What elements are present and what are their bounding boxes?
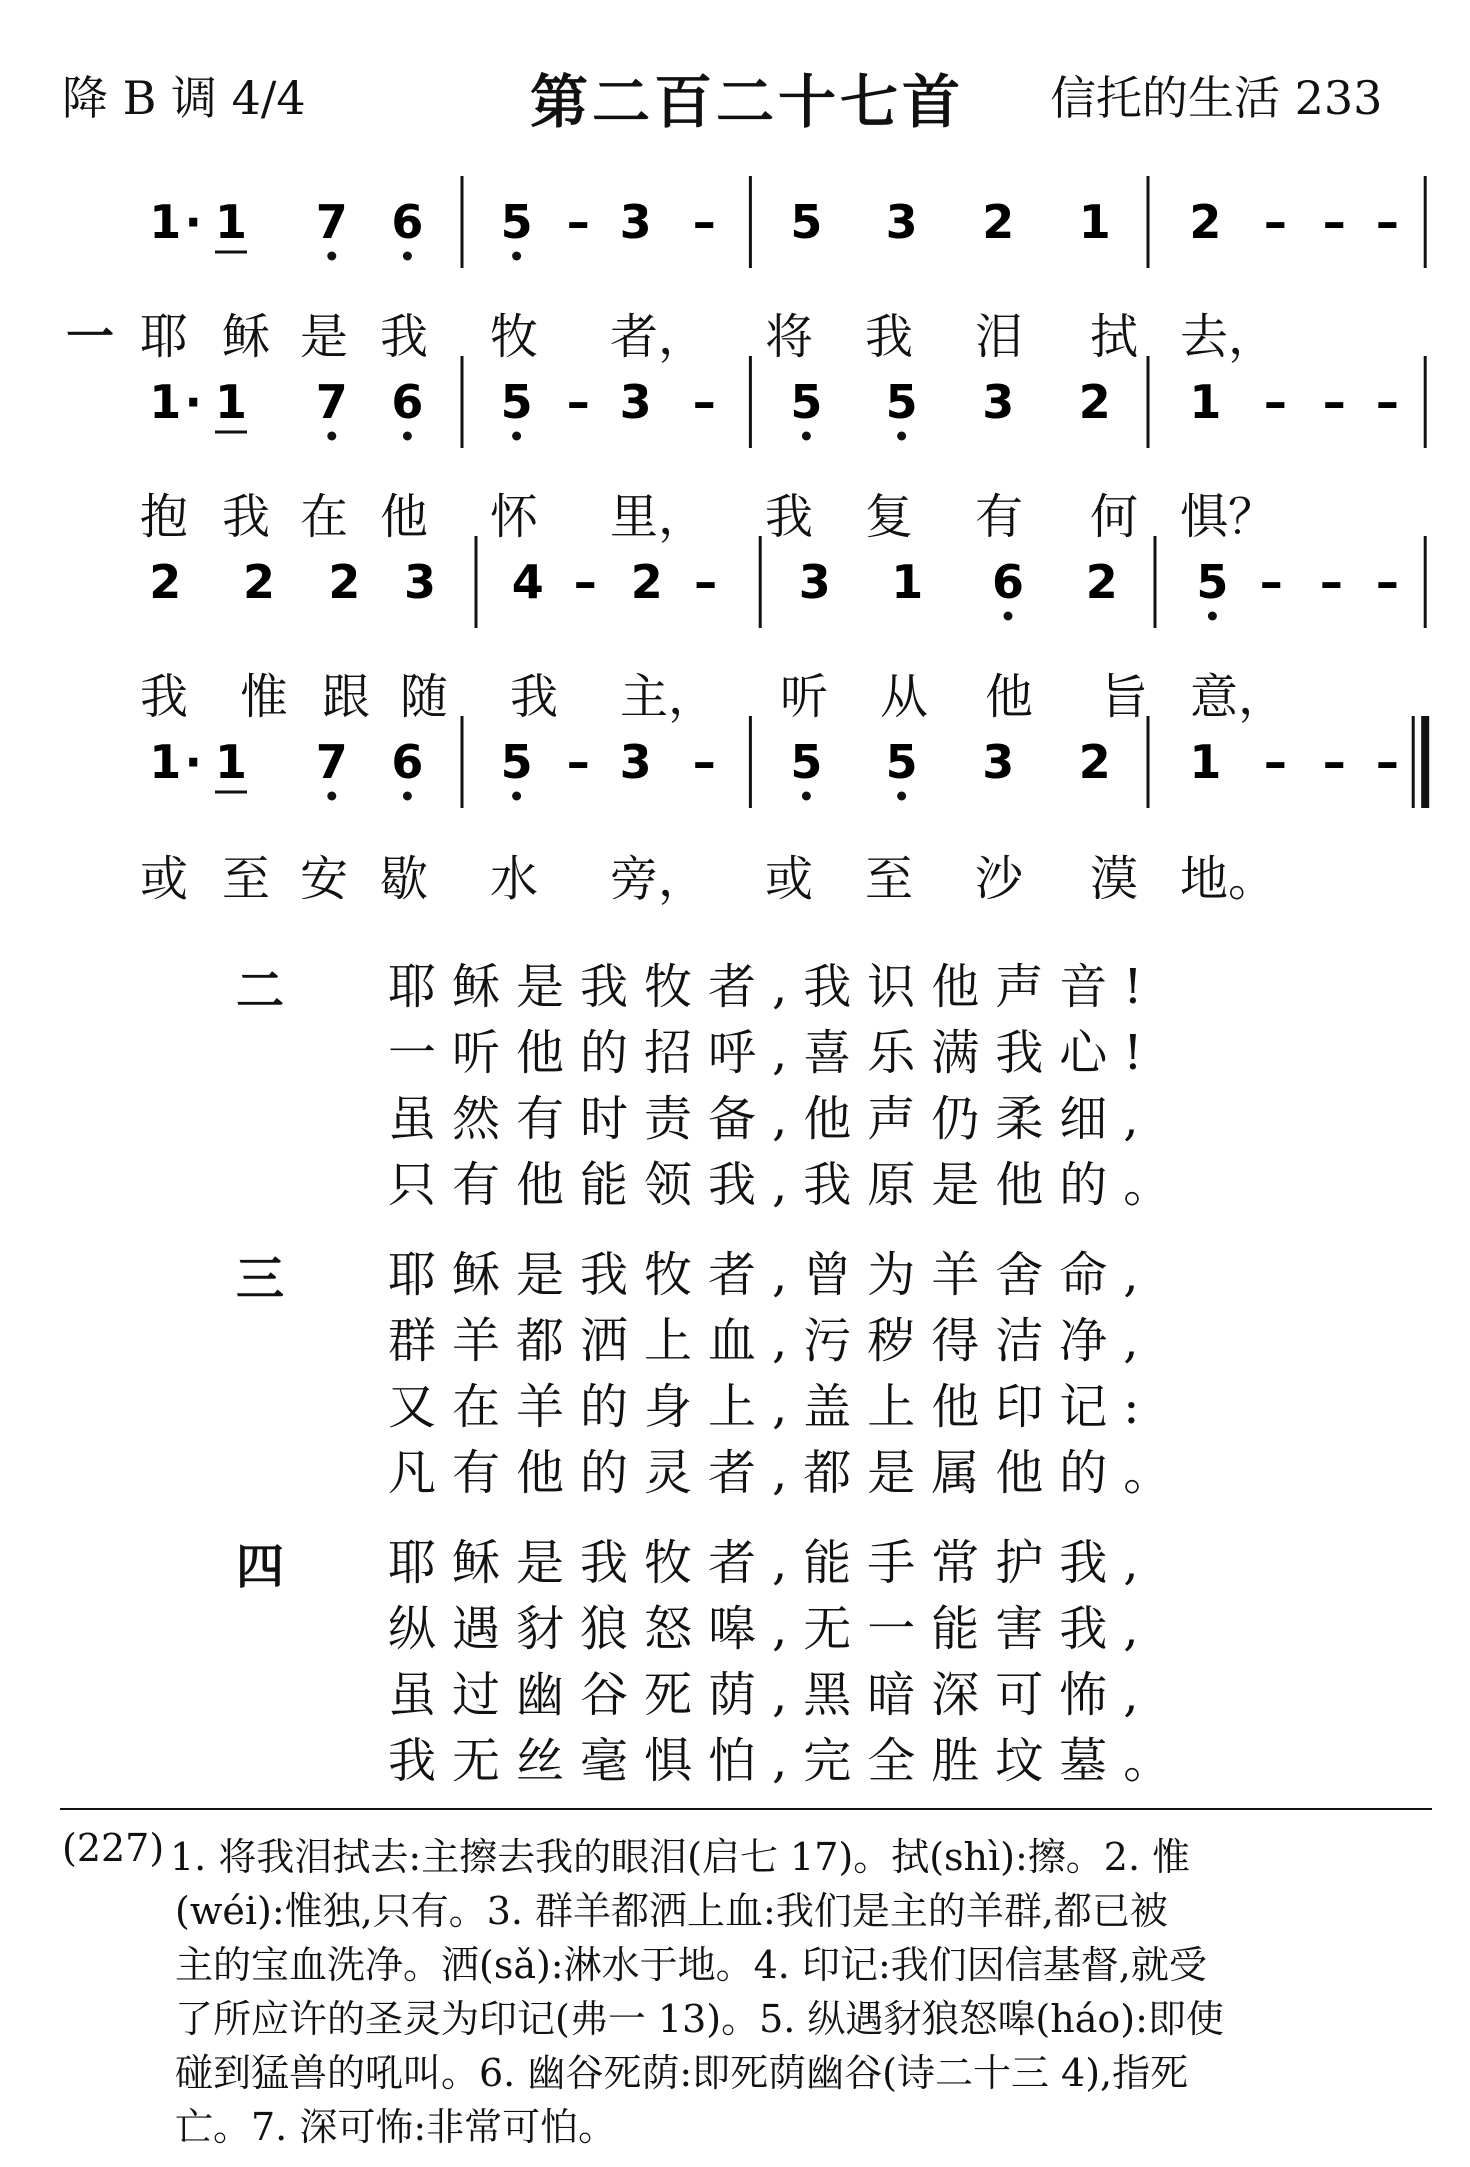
lyric-syllable: 水 (490, 851, 539, 907)
lyric-syllable: 是 (300, 309, 349, 365)
low-octave-dot (403, 252, 412, 261)
footnote-line: (wéi):惟独,只有。3. 群羊都洒上血:我们是主的羊群,都已被 (175, 1889, 1168, 1933)
note: 1 (149, 735, 182, 789)
note: 1 (1078, 195, 1111, 249)
note: 3 (619, 195, 652, 249)
lyric-syllable: 将 (765, 309, 814, 365)
lyric-syllable: 去， (1180, 309, 1277, 365)
note: 3 (619, 375, 652, 429)
lyric-syllable: 意， (1190, 669, 1287, 725)
verse-line: 纵遇豺狼怒嗥,无一能害我, (388, 1601, 1155, 1657)
lyric-syllable: 漠 (1090, 851, 1139, 907)
lyric-syllable: 惧？ (1180, 489, 1277, 545)
verse-line: 凡有他的灵者,都是属他的。 (388, 1445, 1188, 1501)
lyric-syllable: 我 (510, 669, 559, 725)
note: 1 (1189, 375, 1222, 429)
dash: – (573, 555, 597, 609)
lyric-syllable: 里， (610, 489, 707, 545)
verse-line: 虽然有时责备,他声仍柔细, (388, 1091, 1155, 1147)
footnote-line: 主的宝血洗净。洒(sǎ):淋水于地。4. 印记:我们因信基督,就受 (175, 1943, 1207, 1987)
note: 7 (315, 735, 348, 789)
dash: – (1319, 555, 1343, 609)
low-octave-dot (897, 792, 906, 801)
note: 2 (1078, 735, 1111, 789)
category-page: 信托的生活 233 (1050, 71, 1383, 125)
note: 2 (149, 555, 182, 609)
hymn-title: 第二百二十七首 (530, 68, 965, 136)
dash: – (1263, 735, 1287, 789)
footnote-line: 了所应许的圣灵为印记(弗一 13)。5. 纵遇豺狼怒嗥(háo):即使 (175, 1997, 1224, 2041)
lyric-syllable: 拭 (1090, 309, 1139, 365)
note: 1 (214, 735, 248, 789)
lyric-syllable: 何 (1090, 489, 1139, 545)
dash: – (566, 735, 590, 789)
lyric-syllable: 我 (765, 489, 814, 545)
note: 2 (242, 555, 276, 609)
note: 6 (391, 735, 424, 789)
verse-line: 一听他的招呼,喜乐满我心! (388, 1025, 1159, 1081)
dash: – (566, 195, 590, 249)
note: 3 (982, 375, 1015, 429)
lyric-syllable: 安 (300, 851, 349, 907)
lyric-syllable: 或 (140, 851, 189, 907)
note: 2 (630, 555, 663, 609)
note: 5 (790, 735, 823, 789)
lyric-syllable: 至 (865, 851, 914, 907)
low-octave-dot (802, 792, 811, 801)
lyric-syllable: 我 (865, 309, 914, 365)
dash: – (1375, 555, 1399, 609)
footnote-line: 亡。7. 深可怖:非常可怕。 (175, 2105, 617, 2149)
dash: – (1322, 195, 1346, 249)
footnote-line: 1. 将我泪拭去:主擦去我的眼泪(启七 17)。拭(shì):擦。2. 惟 (170, 1835, 1191, 1879)
verse-line: 我无丝毫惧怕,完全胜坟墓。 (388, 1733, 1188, 1789)
dash: – (1259, 555, 1283, 609)
note: 5 (790, 375, 823, 429)
low-octave-dot (1208, 612, 1217, 621)
music-score (0, 0, 1470, 900)
lyric-syllable: 或 (765, 851, 814, 907)
note: 5 (500, 735, 533, 789)
note: 3 (885, 195, 918, 249)
lyric-syllable: 主， (620, 669, 717, 725)
verse-line: 耶稣是我牧者,能手常护我, (388, 1535, 1155, 1591)
low-octave-dot (403, 432, 412, 441)
note: 1 (891, 555, 924, 609)
note: 6 (391, 375, 424, 429)
lyric-syllable: 从 (880, 669, 929, 725)
low-octave-dot (802, 432, 811, 441)
lyric-syllable: 旁， (610, 851, 707, 907)
note: 6 (991, 555, 1025, 609)
footnote-divider (60, 1808, 1432, 1810)
verse-number: 一 (66, 309, 115, 365)
lyric-syllable: 怀 (490, 489, 539, 545)
lyric-syllable: 我 (140, 669, 189, 725)
note: 5 (885, 735, 918, 789)
low-octave-dot (403, 792, 412, 801)
note: 1 (1189, 735, 1222, 789)
note: 1 (149, 375, 182, 429)
note: 1 (149, 195, 182, 249)
lyric-syllable: 随 (400, 669, 449, 725)
note: 2 (982, 195, 1015, 249)
lyric-syllable: 沙 (975, 851, 1024, 907)
lyric-syllable: 在 (300, 489, 349, 545)
low-octave-dot (512, 792, 521, 801)
lyric-syllable: 耶 (140, 309, 189, 365)
note: 3 (982, 735, 1015, 789)
lyric-syllable: 他 (985, 669, 1034, 725)
lyric-syllable: 跟 (322, 669, 371, 725)
note: 5 (1196, 555, 1229, 609)
lyric-syllable: 歇 (380, 851, 429, 907)
note: 2 (1085, 555, 1118, 609)
note: 2 (1189, 195, 1222, 249)
dash: – (692, 375, 716, 429)
dash: – (566, 375, 590, 429)
lyric-syllable: 泪 (975, 309, 1024, 365)
note: 5 (500, 375, 533, 429)
dash: – (1322, 375, 1346, 429)
note: 3 (403, 555, 437, 609)
low-octave-dot (897, 432, 906, 441)
low-octave-dot (327, 252, 336, 261)
verse-line: 又在羊的身上,盖上他印记: (388, 1379, 1156, 1435)
dash: – (1375, 735, 1399, 789)
note: 7 (315, 195, 348, 249)
lyric-syllable: 抱 (140, 489, 189, 545)
dash: – (1322, 735, 1346, 789)
note: 3 (619, 735, 652, 789)
note: 3 (798, 555, 831, 609)
lyric-syllable: 稣 (222, 309, 271, 365)
note: 4 (511, 555, 544, 609)
verse-number: 三 (236, 1251, 285, 1307)
verse-line: 耶稣是我牧者,我识他声音! (388, 959, 1159, 1015)
key-signature: 降 B 调 4/4 (62, 71, 306, 125)
verse-number: 四 (236, 1539, 285, 1595)
lyric-syllable: 我 (222, 489, 271, 545)
dash: – (1375, 195, 1399, 249)
low-octave-dot (1004, 612, 1013, 621)
dash: – (694, 555, 718, 609)
footnote-number: (227) (62, 1826, 165, 1870)
dash: – (692, 195, 716, 249)
lyric-syllable: 惟 (240, 669, 289, 725)
low-octave-dot (512, 252, 521, 261)
note: 2 (328, 555, 361, 609)
note: 1 (214, 375, 248, 429)
low-octave-dot (327, 432, 336, 441)
lyric-syllable: 旨 (1100, 669, 1149, 725)
low-octave-dot (512, 432, 521, 441)
verse-line: 虽过幽谷死荫,黑暗深可怖, (388, 1667, 1155, 1723)
dash: – (1263, 375, 1287, 429)
lyric-syllable: 者， (610, 309, 707, 365)
note: 5 (500, 195, 533, 249)
dash: – (1375, 375, 1399, 429)
lyric-syllable: 复 (865, 489, 914, 545)
note: 2 (1078, 375, 1111, 429)
lyric-syllable: 地。 (1180, 851, 1277, 907)
lyric-syllable: 有 (975, 489, 1024, 545)
verse-number: 二 (236, 963, 285, 1019)
lyric-syllable: 至 (222, 851, 271, 907)
note: 5 (885, 375, 918, 429)
dot: · (184, 735, 202, 789)
verse-line: 只有他能领我,我原是他的。 (388, 1157, 1188, 1213)
lyric-syllable: 听 (780, 669, 829, 725)
lyric-syllable: 牧 (490, 309, 539, 365)
lyric-syllable: 我 (380, 309, 429, 365)
verse-line: 群羊都洒上血,污秽得洁净, (388, 1313, 1155, 1369)
footnote-line: 碰到猛兽的吼叫。6. 幽谷死荫:即死荫幽谷(诗二十三 4),指死 (175, 2051, 1189, 2095)
verse-line: 耶稣是我牧者,曾为羊舍命, (388, 1247, 1155, 1303)
dot: · (184, 375, 202, 429)
dot: · (184, 195, 202, 249)
note: 6 (391, 195, 424, 249)
dash: – (692, 735, 716, 789)
dash: – (1263, 195, 1287, 249)
lyric-syllable: 他 (380, 489, 429, 545)
note: 7 (315, 375, 348, 429)
low-octave-dot (327, 792, 336, 801)
note: 1 (214, 195, 248, 249)
note: 5 (790, 195, 823, 249)
